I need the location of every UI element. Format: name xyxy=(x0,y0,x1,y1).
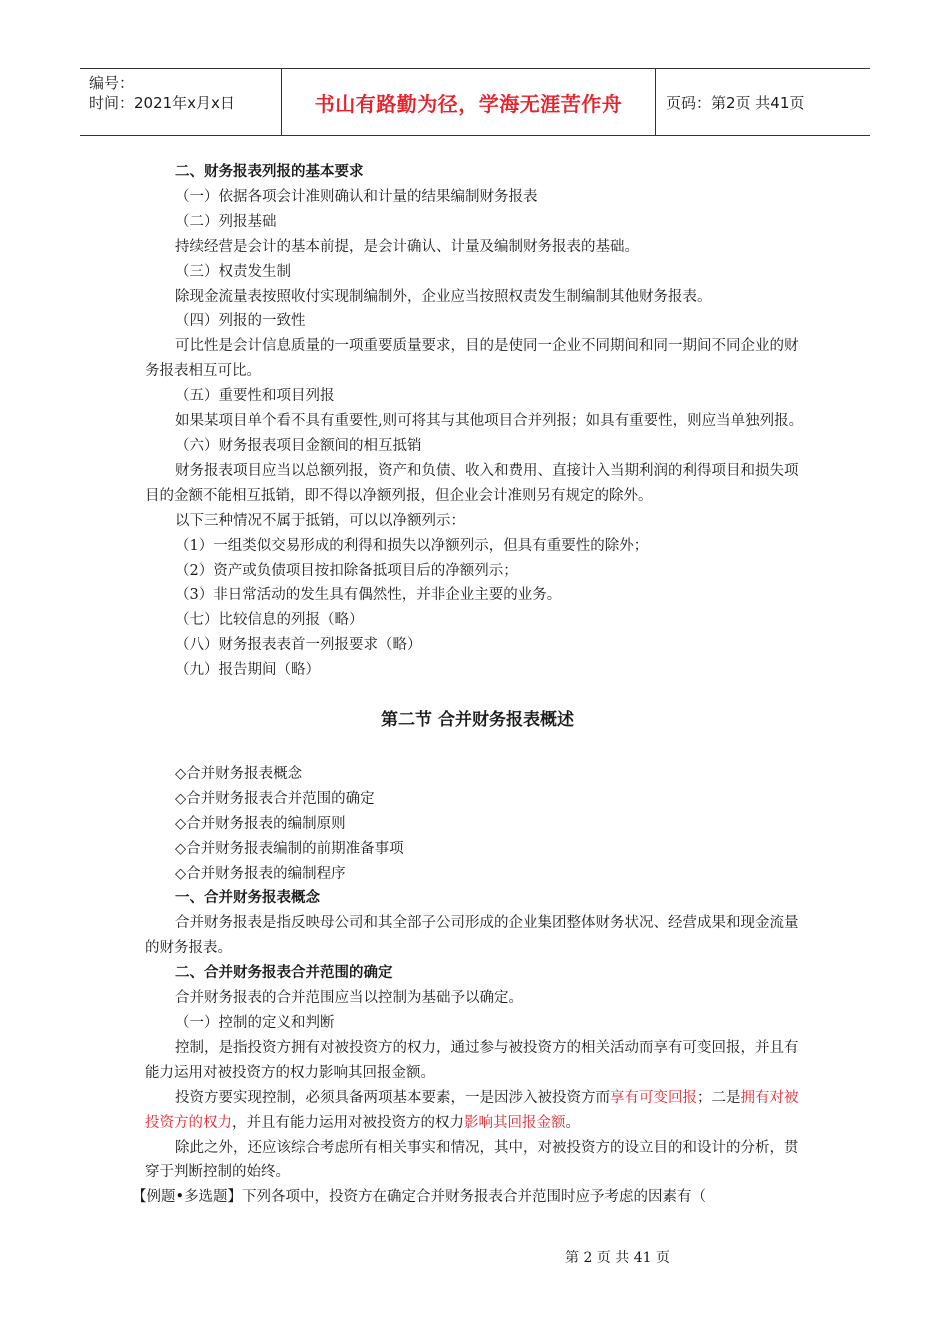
bullet-item: ◇合并财务报表的编制程序 xyxy=(175,865,346,882)
number-label: 编号： xyxy=(89,74,135,92)
list-item: （九）报告期间（略） xyxy=(175,662,320,679)
document-body xyxy=(132,160,810,1210)
list-item: （二）列报基础 xyxy=(175,213,277,230)
bullet-item: ◇合并财务报表编制的前期准备事项 xyxy=(175,840,404,857)
list-item: （四）列报的一致性 xyxy=(175,313,306,330)
paragraph: 以下三种情况不属于抵销，可以以净额列示： xyxy=(175,512,465,529)
bullet-item: ◇合并财务报表合并范围的确定 xyxy=(175,790,375,807)
list-item: （七）比较信息的列报（略） xyxy=(175,612,364,629)
list-item: （一）控制的定义和判断 xyxy=(175,1015,335,1031)
section-heading: 二、财务报表列报的基本要求 xyxy=(175,163,364,180)
paragraph: 除现金流量表按照收付实现制编制外，企业应当按照权责发生制编制其他财务报表。 xyxy=(175,288,712,305)
highlight-text: 享有可变回报 xyxy=(610,1089,697,1106)
paragraph: 合并财务报表是指反映母公司和其全部子公司形成的企业集团整体财务状况、经营成果和现金流量的财务报表。 xyxy=(145,915,799,957)
subsection-heading: 一、合并财务报表概念 xyxy=(175,889,320,907)
list-item: （三）权责发生制 xyxy=(175,263,291,280)
text-run: ；二是 xyxy=(697,1089,741,1106)
bullet-item: ◇合并财务报表的编制原则 xyxy=(175,815,346,832)
paragraph: 可比性是会计信息质量的一项重要质量要求，目的是使同一企业不同期间和同一期间不同企业的财务报表相互可比。 xyxy=(145,338,799,380)
paragraph: 合并财务报表的合并范围应当以控制为基础予以确定。 xyxy=(175,990,523,1007)
paragraph-with-highlights xyxy=(145,1086,810,1136)
list-item: （五）重要性和项目列报 xyxy=(175,388,335,405)
paragraph: 控制，是指投资方拥有对被投资方的权力，通过参与被投资方的相关活动而享有可变回报，并且有能力运用对被投资方的权力影响其回报金额。 xyxy=(145,1039,799,1081)
list-item: （2）资产或负债项目按扣除备抵项目后的净额列示； xyxy=(175,562,518,579)
header-page-label: 页码：第2页 共41页 xyxy=(666,93,805,112)
list-item: （六）财务报表项目金额间的相互抵销 xyxy=(175,437,422,454)
list-item: （一）依据各项会计准则确认和计量的结果编制财务报表 xyxy=(175,188,538,205)
page-header xyxy=(80,68,870,136)
header-motto: 书山有路勤为径，学海无涯苦作舟 xyxy=(282,69,656,135)
subsection-heading: 二、合并财务报表合并范围的确定 xyxy=(175,964,393,982)
text-run: 投资方要实现控制，必须具备两项基本要素，一是因涉入被投资方而 xyxy=(175,1089,610,1106)
paragraph: 持续经营是会计的基本前提，是会计确认、计量及编制财务报表的基础。 xyxy=(175,238,639,255)
text-run: 。 xyxy=(565,1114,580,1131)
list-item: （3）非日常活动的发生具有偶然性，并非企业主要的业务。 xyxy=(175,587,562,604)
footer-page-number: 第 2 页 共 41 页 xyxy=(565,1250,670,1266)
time-label: 时间：2021年x月x日 xyxy=(89,94,235,112)
text-run: ，并且有能力运用对被投资方的权力 xyxy=(232,1114,464,1131)
highlight-text: 拥有对被投资方的权力 xyxy=(145,1089,799,1131)
header-meta xyxy=(80,69,282,135)
list-item: （1）一组类似交易形成的利得和损失以净额列示，但具有重要性的除外； xyxy=(175,537,649,554)
paragraph: 除此之外，还应该综合考虑所有相关事实和情况，其中，对被投资方的设立目的和设计的分析，贯穿于判断控制的始终。 xyxy=(145,1139,799,1181)
list-item: （八）财务报表表首一列报要求（略） xyxy=(175,637,422,654)
section-title: 第二节 合并财务报表概述 xyxy=(381,710,574,731)
example-question: 【例题•多选题】下列各项中，投资方在确定合并财务报表合并范围时应予考虑的因素有（ xyxy=(132,1189,707,1206)
highlight-text: 影响其回报金额 xyxy=(464,1114,566,1131)
paragraph: 如果某项目单个看不具有重要性,则可将其与其他项目合并列报；如具有重要性，则应当单独列报。 xyxy=(175,413,804,430)
paragraph: 财务报表项目应当以总额列报，资产和负债、收入和费用、直接计入当期利润的利得项目和损失项目的金额不能相互抵销，即不得以净额列报，但企业会计准则另有规定的除外。 xyxy=(145,462,799,504)
bullet-item: ◇合并财务报表概念 xyxy=(175,765,303,782)
